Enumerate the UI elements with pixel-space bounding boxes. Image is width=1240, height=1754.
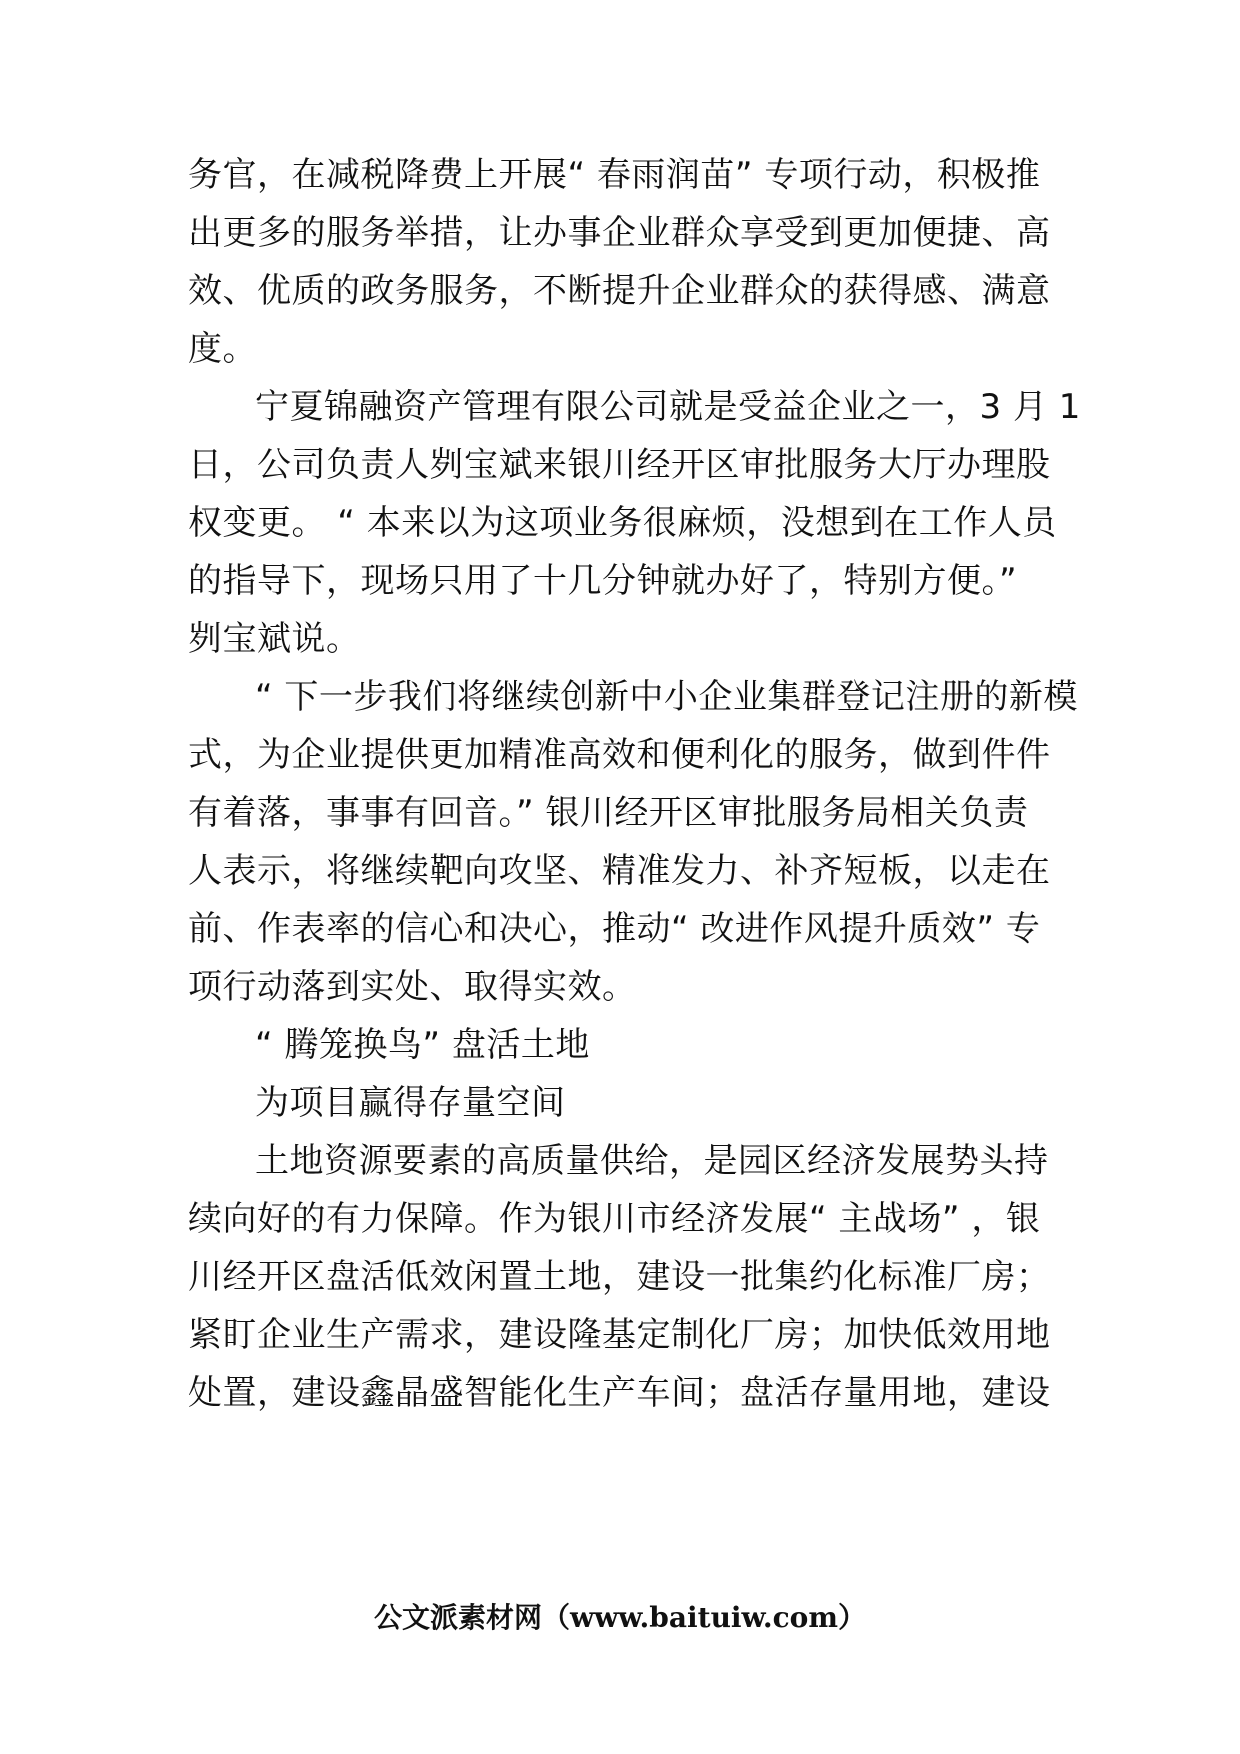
paragraph-line: 紧盯企业生产需求，建设隆基定制化厂房；加快低效用地 <box>188 1315 1051 1355</box>
paragraph-line: 度。 <box>188 329 257 369</box>
footer-source-text: 公文派素材网（www.baituiw.com） <box>374 1601 866 1634</box>
paragraph-line: 务官，在减税降费上开展“ 春雨润苗” 专项行动，积极推 <box>188 155 1041 195</box>
paragraph-line: 处置，建设鑫晶盛智能化生产车间；盘活存量用地，建设 <box>188 1373 1051 1413</box>
paragraph-line: 前、作表率的信心和决心，推动“ 改进作风提升质效” 专 <box>188 909 1041 949</box>
section-heading: “ 腾笼换鸟” 盘活土地 <box>255 1025 590 1065</box>
paragraph-line: 的指导下，现场只用了十几分钟就办好了，特别方便。” <box>188 561 1018 601</box>
paragraph-line: 出更多的服务举措，让办事企业群众享受到更加便捷、高 <box>188 213 1051 253</box>
paragraph-line: 宁夏锦融资产管理有限公司就是受益企业之一，3 月 1 <box>255 387 1081 427</box>
paragraph-line: 人表示，将继续靶向攻坚、精准发力、补齐短板，以走在 <box>188 851 1051 891</box>
paragraph-line: 续向好的有力保障。作为银川市经济发展“ 主战场” ，银 <box>188 1199 1041 1239</box>
paragraph-line: 权变更。 “ 本来以为这项业务很麻烦，没想到在工作人员 <box>188 503 1057 543</box>
paragraph-line: 效、优质的政务服务，不断提升企业群众的获得感、满意 <box>188 271 1051 311</box>
paragraph-line: 有着落，事事有回音。” 银川经开区审批服务局相关负责 <box>188 793 1029 833</box>
paragraph-line: 刿宝斌说。 <box>188 619 361 659</box>
paragraph-line: 式，为企业提供更加精准高效和便利化的服务，做到件件 <box>188 735 1051 775</box>
paragraph-line: 项行动落到实处、取得实效。 <box>188 967 637 1007</box>
paragraph-line: 日，公司负责人刿宝斌来银川经开区审批服务大厅办理股 <box>188 445 1051 485</box>
paragraph-line: 川经开区盘活低效闲置土地，建设一批集约化标准厂房； <box>188 1257 1051 1297</box>
section-subheading: 为项目赢得存量空间 <box>255 1083 566 1123</box>
paragraph-line: 土地资源要素的高质量供给，是园区经济发展势头持 <box>255 1141 1049 1181</box>
paragraph-line: “ 下一步我们将继续创新中小企业集群登记注册的新模 <box>255 677 1078 717</box>
